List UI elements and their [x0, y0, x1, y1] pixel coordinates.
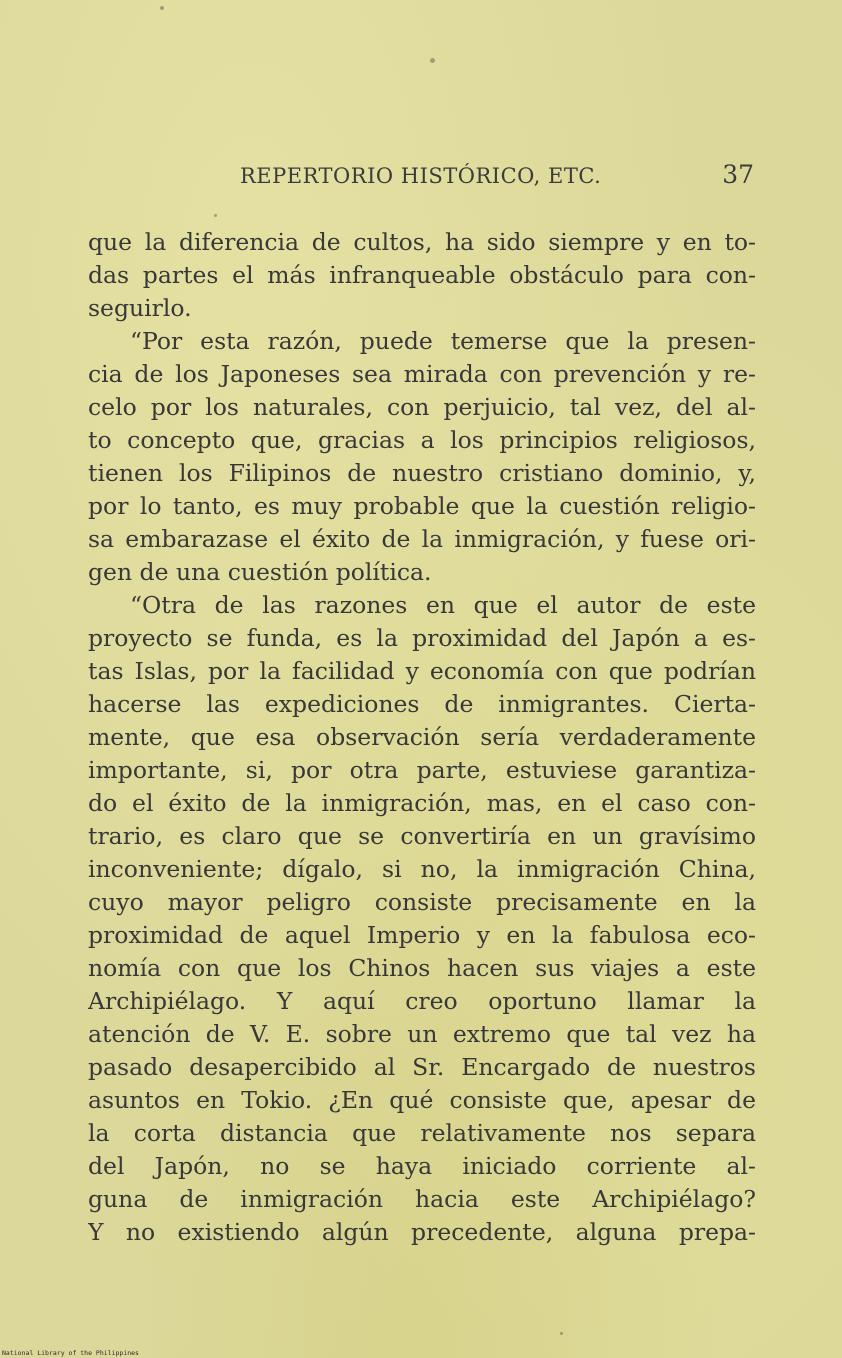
text-line: Y no existiendo algún precedente, alguna prepa-	[88, 1218, 756, 1246]
text-line: guna de inmigración hacia este Archipiélago?	[88, 1185, 756, 1213]
text-line: trario, es claro que se convertiría en un gravísimo	[88, 822, 756, 850]
text-line: nomía con que los Chinos hacen sus viajes a este	[88, 954, 756, 982]
text-line: Archipiélago. Y aquí creo oportuno llamar la	[88, 987, 756, 1015]
text-line: gen de una cuestión política.	[88, 558, 432, 586]
text-line: tienen los Filipinos de nuestro cristiano dominio, y,	[88, 459, 756, 487]
text-line: proximidad de aquel Imperio y en la fabulosa eco-	[88, 921, 756, 949]
text-line: pasado desapercibido al Sr. Encargado de nuestros	[88, 1053, 756, 1081]
text-line: cia de los Japoneses sea mirada con prevención y re-	[88, 360, 756, 388]
text-line: que la diferencia de cultos, ha sido siempre y en to-	[88, 228, 756, 256]
text-line: to concepto que, gracias a los principios religiosos,	[88, 426, 756, 454]
scan-speck	[214, 214, 217, 217]
text-line: celo por los naturales, con perjuicio, tal vez, del al-	[88, 393, 756, 421]
scan-speck	[160, 6, 164, 10]
text-line: “Otra de las razones en que el autor de este	[130, 591, 756, 619]
text-line: del Japón, no se haya iniciado corriente al-	[88, 1152, 756, 1180]
text-line: sa embarazase el éxito de la inmigración, y fuese ori-	[88, 525, 756, 553]
scan-speck	[560, 1332, 563, 1335]
text-line: asuntos en Tokio. ¿En qué consiste que, apesar de	[88, 1086, 756, 1114]
text-line: la corta distancia que relativamente nos separa	[88, 1119, 756, 1147]
page-number: 37	[722, 160, 754, 189]
text-line: cuyo mayor peligro consiste precisamente en la	[88, 888, 756, 916]
text-line: inconveniente; dígalo, si no, la inmigración China,	[88, 855, 756, 883]
running-title: REPERTORIO HISTÓRICO, ETC.	[240, 164, 602, 188]
text-line: mente, que esa observación sería verdaderamente	[88, 723, 756, 751]
text-line: atención de V. E. sobre un extremo que tal vez ha	[88, 1020, 756, 1048]
text-line: das partes el más infranqueable obstáculo para con-	[88, 261, 756, 289]
text-line: “Por esta razón, puede temerse que la presen-	[130, 327, 756, 355]
text-line: proyecto se funda, es la proximidad del Japón a es-	[88, 624, 756, 652]
text-line: importante, si, por otra parte, estuviese garantiza-	[88, 756, 756, 784]
text-line: do el éxito de la inmigración, mas, en el caso con-	[88, 789, 756, 817]
footer-credit: National Library of the Philippines	[2, 1349, 139, 1357]
running-head	[240, 160, 760, 194]
scan-speck	[430, 58, 435, 63]
text-line: hacerse las expediciones de inmigrantes. Cierta-	[88, 690, 756, 718]
text-line: tas Islas, por la facilidad y economía con que podrían	[88, 657, 756, 685]
text-line: seguirlo.	[88, 294, 192, 322]
text-line: por lo tanto, es muy probable que la cuestión religio-	[88, 492, 756, 520]
body-text	[88, 226, 756, 1249]
